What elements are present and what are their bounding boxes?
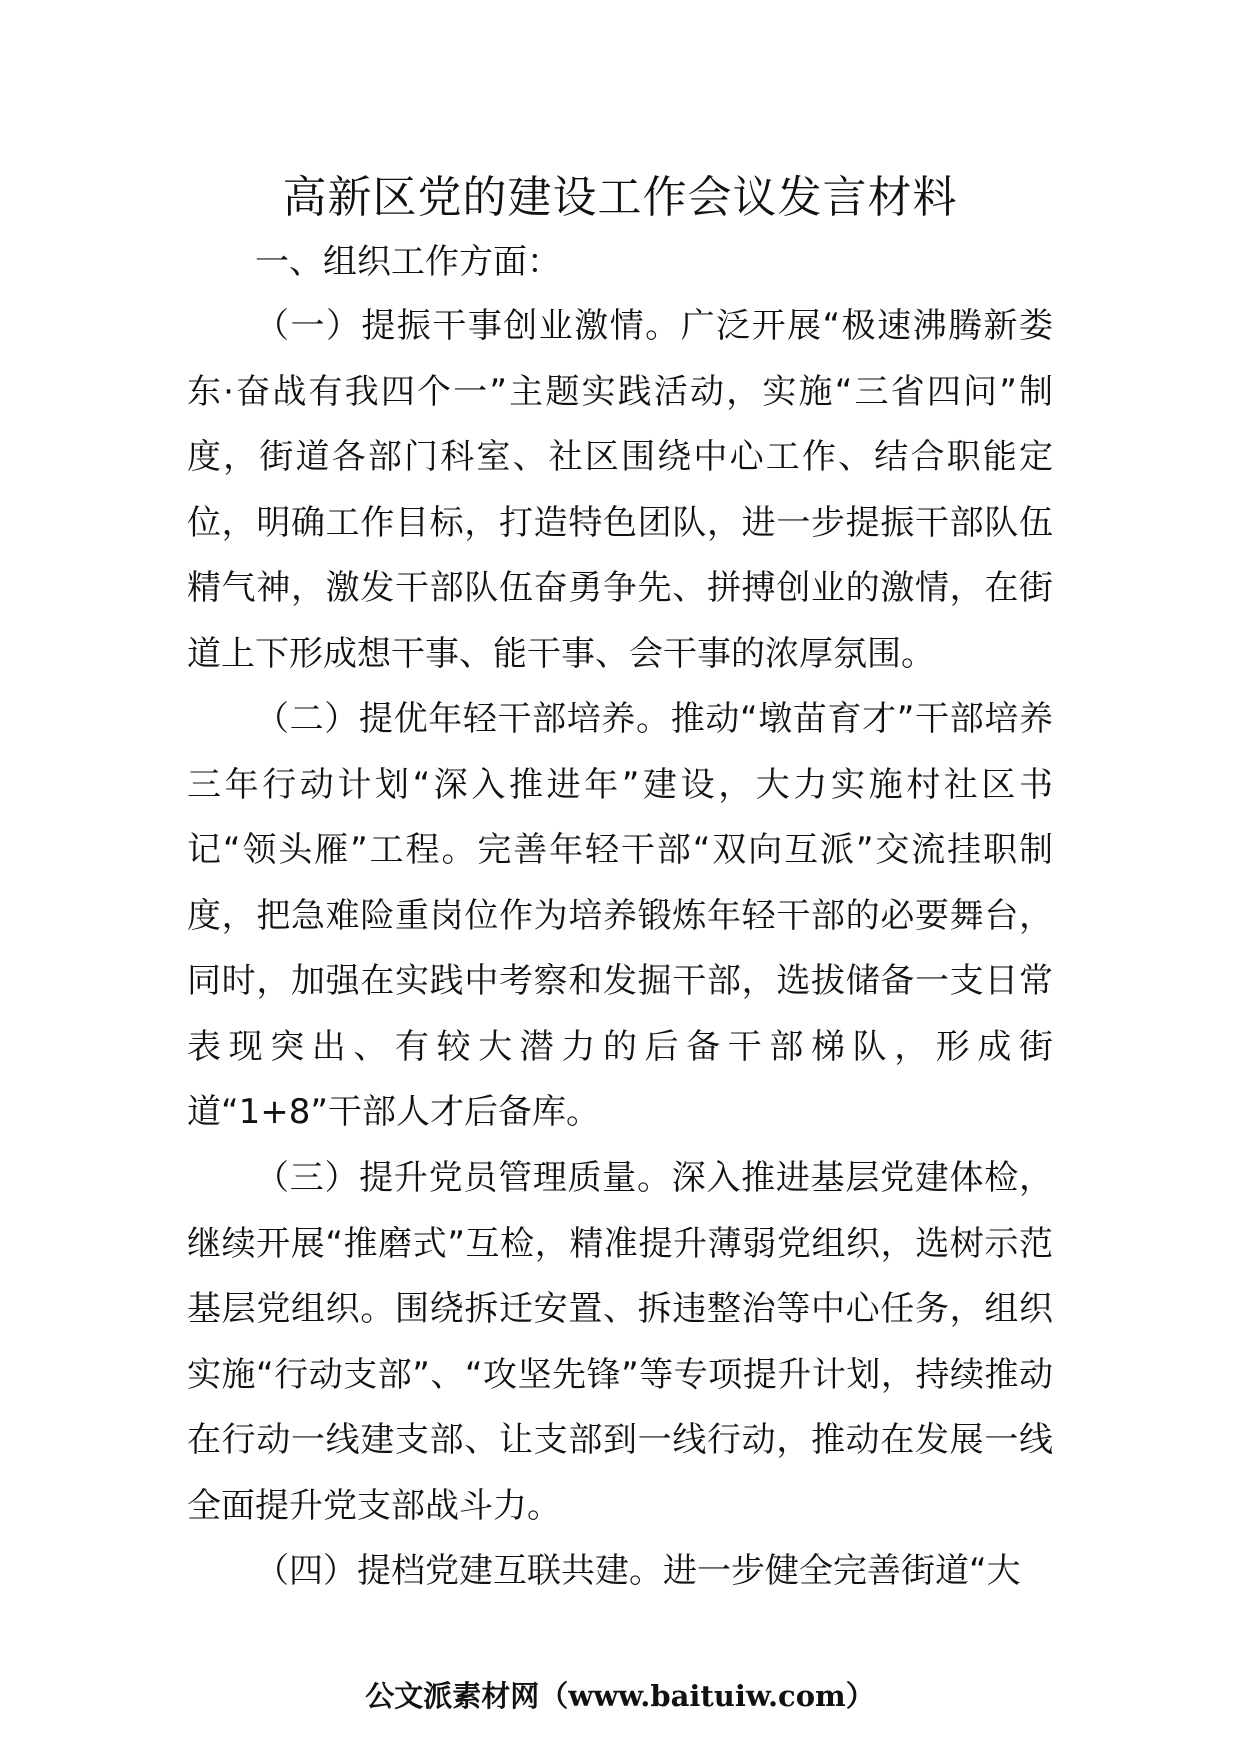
paragraph-2: （二）提优年轻干部培养。推动“墩苗育才”干部培养三年行动计划“深入推进年”建设，大力实施村社区书记“领头雁”工程。完善年轻干部“双向互派”交流挂职制度，把急难险重岗位作为培养锻炼年轻干部的必要舞台，同时，加强在实践中考察和发掘干部，选拔储备一支日常表现突出、有较大潜力的后备干部梯队，形成街道“1+8”干部人才后备库。 bbox=[187, 699, 1053, 1132]
footer-watermark: 公文派素材网（www.baituiw.com） bbox=[365, 1679, 875, 1713]
paragraph-1: （一）提振干事创业激情。广泛开展“极速沸腾新娄东·奋战有我四个一”主题实践活动，实施“三省四问”制度，街道各部门科室、社区围绕中心工作、结合职能定位，明确工作目标，打造特色团队，进一步提振干部队伍精气神，激发干部队伍奋勇争先、拼搏创业的激情，在街道上下形成想干事、能干事、会干事的浓厚氛围。 bbox=[187, 306, 1053, 674]
paragraph-3: （三）提升党员管理质量。深入推进基层党建体检，继续开展“推磨式”互检，精准提升薄弱党组织，选树示范基层党组织。围绕拆迁安置、拆违整治等中心任务，组织实施“行动支部”、“攻坚先锋”等专项提升计划，持续推动在行动一线建支部、让支部到一线行动，推动在发展一线全面提升党支部战斗力。 bbox=[187, 1158, 1053, 1526]
paragraph-4: （四）提档党建互联共建。进一步健全完善街道“大 bbox=[255, 1551, 1021, 1591]
section-heading: 一、组织工作方面： bbox=[255, 242, 561, 282]
document-title: 高新区党的建设工作会议发言材料 bbox=[282, 172, 958, 223]
